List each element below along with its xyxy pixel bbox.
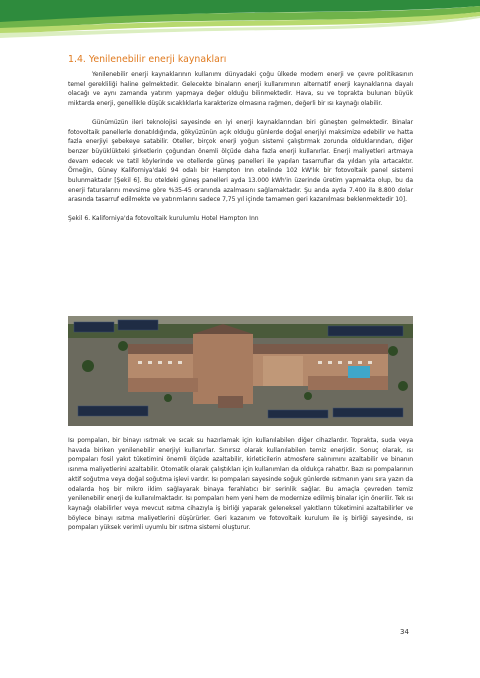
hotel-aerial-photo [68,316,413,426]
page-number: 34 [400,628,409,636]
paragraph-1: Yenilenebilir enerji kaynaklarının kullanımı dünyadaki çoğu ülkede modern enerji ve çevre politikasının temel gerekliliği haline gelmektedir. Gelecekte binaların enerji kullanımının alternatif enerji kaynaklarına dayalı olacağı ve aynı zamanda yatırım yapmaya değer olduğu bilinmektedir. Hava, su ve toprakta bulunan büyük miktarda enerji, genellikle düşük sıcaklıklarla karakterize olmasına rağmen, değerli bir ısı kaynağı olabilir. [68,71,413,108]
paragraph-3: Isı pompaları, bir binayı ısıtmak ve sıcak su hazırlamak için kullanılabilen diğer cihazlardır. Toprakta, suda veya havada biriken yenilenebilir enerjiyi kullanırlar. Sınırsız olarak kullanılabilen temiz enerjidir. Sonuç olarak, ısı pompaları fosil yakıt tüketimini önemli ölçüde azaltabilir, kirleticilerin atmosfere salınımını azaltabilir ve binanın ısınma maliyetlerini azaltabilir. Otomatik olarak çalıştıkları için kullanımları da oldukça rahattır. Bazı ısı pompalarının aktif soğutma veya doğal soğutma işlevi vardır. Isı pompaları sayesinde soğuk günlerde ısıtmanın yanı sıra yazın da odalarda hoş bir mikro iklim sağlayarak binaya ferahlatıcı bir serinlik sağlar. Bu amaçla çevreden temiz yenilenebilir enerji de kullanılmaktadır. Isı pompaları hem yeni hem de modernize edilmiş binalar için önerilir. Tek ısı kaynağı olabilirler veya mevcut ısıtma cihazıyla iş birliği yaparak geleneksel yakıtların tüketimini azaltabilirler ve böylece binayı ısıtma maliyetlerini düşürürler. Geri kazanım ve fotovoltaik kurulum ile iş birliği sayesinde, ısı pompaları yüksek verimli uyumlu bir ısıtma sistemi oluşturur. [68,437,413,532]
section-text-continued [68,436,413,533]
section-text [68,54,413,229]
paragraph-2: Günümüzün ileri teknolojisi sayesinde en iyi enerji kaynaklarından biri güneşten gelmektedir. Binalar fotovoltaik panellerle donatıldığında, gökyüzünün açık olduğu günlerde doğal enerjiyi maksimize edebilir ve hatta fazla enerjiyi şebekeye satabilir. Oteller, birçok enerji yoğun sistemi çalıştırmak zorunda olduklarından, diğer benzer büyüklükteki şirketlerin çoğundan önemli ölçüde daha fazla enerji kullanırlar. Enerji maliyetleri artmaya devam edecek ve tatil köylerinde ve otellerde güneş panelleri ile yapılan tasarruflar da yıldan yıla artacaktır. Örneğin, Güney Kaliforniya'daki 94 odalı bir Hampton Inn otelinde 102 kW'lık bir fotovoltaik panel sistemi bulunmaktadır [Şekil 6]. Bu oteldeki güneş panelleri ayda 13.000 kWh'in üzerinde üretim yapmakta olup, bu da enerji faturalarını mevsime göre %35-45 oranında azalmasını sağlamaktadır. Şu anda ayda 7.400 ila 8.800 dolar arasında tasarruf edilmekte ve yatırımlarını sadece 7,75 yıl içinde tamamen geri kazanılması beklenmektedir 10]. [68,118,413,204]
section-heading: 1.4. Yenilenebilir enerji kaynakları [68,54,227,65]
figure-caption: Şekil 6. Kaliforniya'da fotovoltaik kurulumlu Hotel Hampton Inn [68,215,259,223]
decorative-header-banner [0,0,480,40]
